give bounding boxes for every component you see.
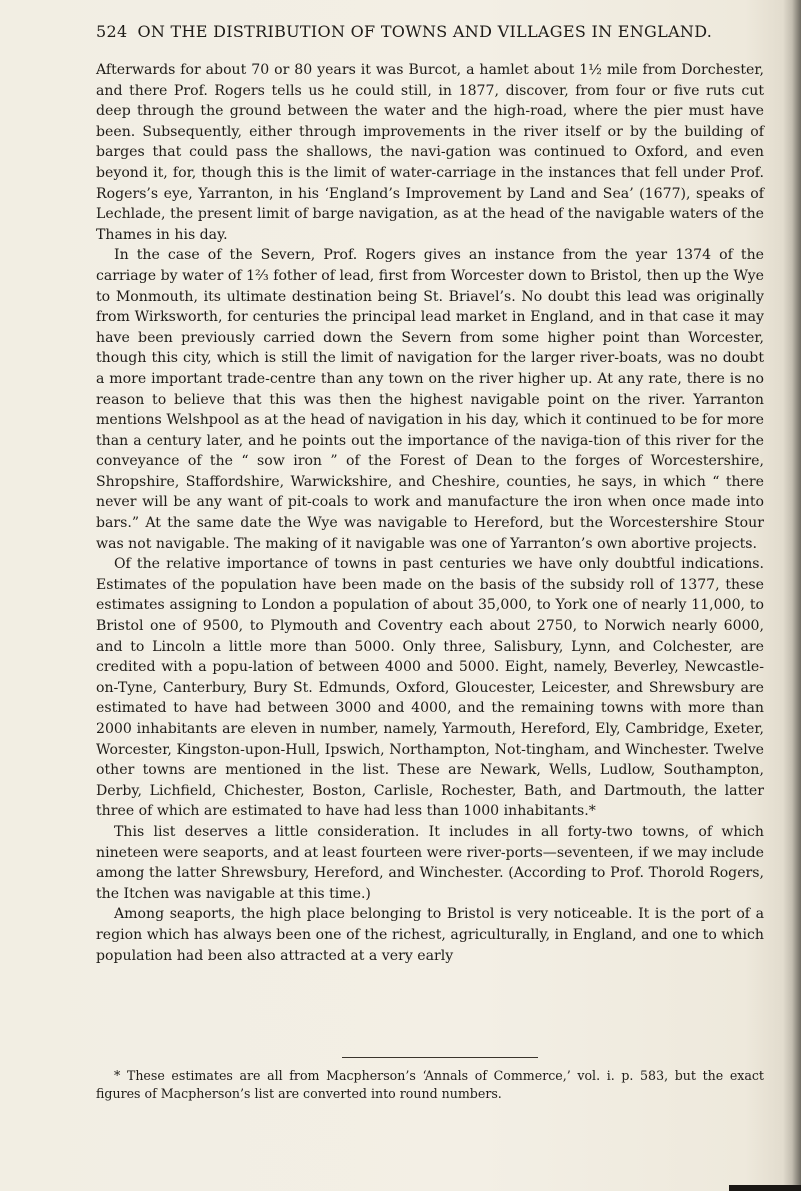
paragraph-2: In the case of the Severn, Prof. Rogers gives an instance from the year 1374 of the carriage by water of 1⅔ fother of lead, first from Worcester down to Bristol, then up the Wye to Monmouth, its ultimate destination being St. Briavel’s. No doubt this lead was originally from Wirksworth, for centuries the principal lead market in England, and in that case it may have been previously carried down the Severn from some higher point than Worcester, though this city, which is still the limit of navigation for the larger river-boats, was no doubt a more important trade-centre than any town on the river higher up. At any rate, there is no reason to believe that this was then the highest navigable point on the river. Yarranton mentions Welshpool as at the head of navigation in his day, which it continued to be for more than a century later, and he points out the importance of the naviga-tion of this river for the conveyance of the “ sow iron ” of the Forest of Dean to the forges of Worcestershire, Shropshire, Staffordshire, Warwickshire, and Cheshire, counties, he says, in which “ there never will be any want of pit-coals to work and manufacture the iron when once made into bars.” At the same date the Wye was navigable to Hereford, but the Worcestershire Stour was not navigable. The making of it navigable was one of Yarranton’s own abortive projects. <box>96 247 764 552</box>
page-number: 524 <box>96 22 128 41</box>
scan-edge-mark <box>729 1185 801 1191</box>
body-text <box>96 60 764 966</box>
running-header <box>96 22 713 41</box>
running-title: ON THE DISTRIBUTION OF TOWNS AND VILLAGES IN ENGLAND. <box>137 22 713 41</box>
paragraph-3: Of the relative importance of towns in past centuries we have only doubtful indications. Estimates of the population have been made on the basis of the subsidy roll of 1377, these estimates assigning to London a population of about 35,000, to York one of nearly 11,000, to Bristol one of 9500, to Plymouth and Coventry each about 2750, to Norwich nearly 6000, and to Lincoln a little more than 5000. Only three, Salisbury, Lynn, and Colchester, are credited with a popu-lation of between 4000 and 5000. Eight, namely, Beverley, Newcastle-on-Tyne, Canterbury, Bury St. Edmunds, Oxford, Gloucester, Leicester, and Shrewsbury are estimated to have had between 3000 and 4000, and the remaining towns with more than 2000 inhabitants are eleven in number, namely, Yarmouth, Hereford, Ely, Cambridge, Exeter, Worcester, Kingston-upon-Hull, Ipswich, Northampton, Not-tingham, and Winchester. Twelve other towns are mentioned in the list. These are Newark, Wells, Ludlow, Southampton, Derby, Lichfield, Chichester, Boston, Carlisle, Rochester, Bath, and Dartmouth, the latter three of which are estimated to have had less than 1000 inhabitants.* <box>96 556 764 820</box>
page-edge-shadow <box>783 0 801 1191</box>
paragraph-1: Afterwards for about 70 or 80 years it was Burcot, a hamlet about 1½ mile from Dorchester, and there Prof. Rogers tells us he could still, in 1877, discover, from four or five ruts cut deep through the ground between the water and the high-road, where the pier must have been. Subsequently, either through improvements in the river itself or by the building of barges that could pass the shallows, the navi-gation was continued to Oxford, and even beyond it, for, though this is the limit of water-carriage in the instances that fell under Prof. Rogers’s eye, Yarranton, in his ‘England’s Improvement by Land and Sea’ (1677), speaks of Lechlade, the present limit of barge navigation, as at the head of the navigable waters of the Thames in his day. <box>96 62 764 243</box>
paragraph-4: This list deserves a little consideration. It includes in all forty-two towns, of which nineteen were seaports, and at least fourteen were river-ports—seventeen, if we may include among the latter Shrewsbury, Hereford, and Winchester. (According to Prof. Thorold Rogers, the Itchen was navigable at this time.) <box>96 823 764 902</box>
footnote <box>96 1067 764 1103</box>
paragraph-5: Among seaports, the high place belonging to Bristol is very noticeable. It is the port of a region which has always been one of the richest, agriculturally, in England, and one to which population had been also attracted at a very early <box>96 906 764 964</box>
footnote-divider <box>342 1057 538 1058</box>
footnote-text: * These estimates are all from Macpherson’s ‘Annals of Commerce,’ vol. i. p. 583, but the exact figures of Macpherson’s list are converted into round numbers. <box>96 1068 764 1101</box>
